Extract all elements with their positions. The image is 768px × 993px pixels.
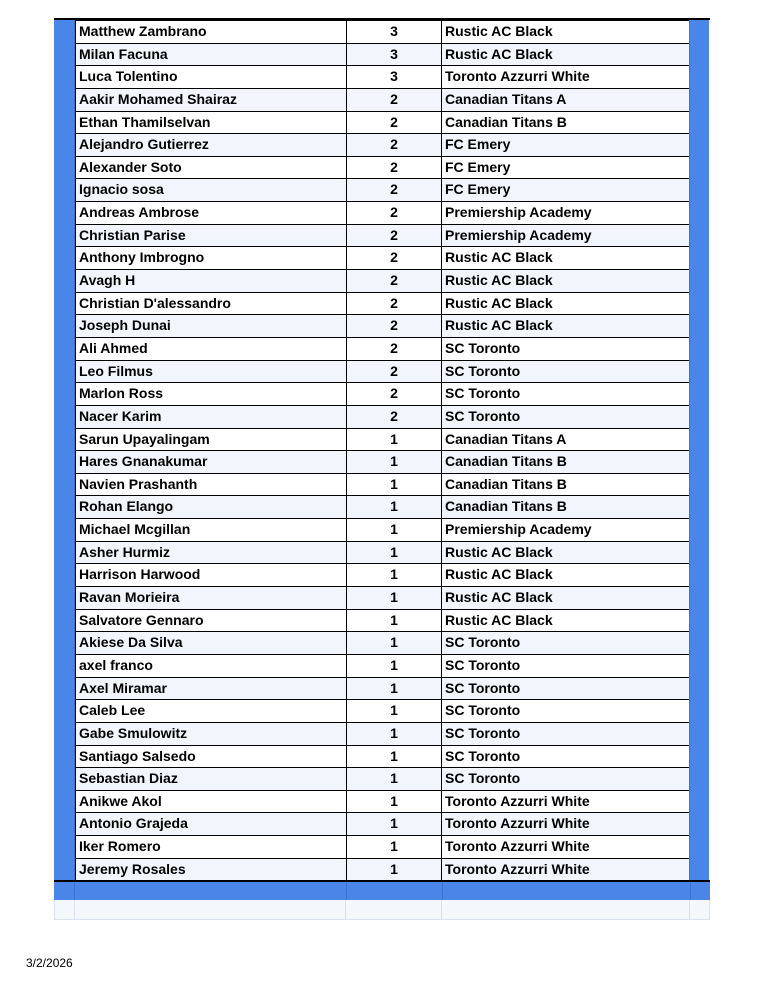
row-edge-right: [689, 790, 709, 813]
row-edge-left: [54, 586, 75, 609]
table-row: [54, 20, 710, 43]
goals-cell: 2: [346, 178, 442, 202]
table-row: [54, 65, 710, 88]
table-row: [54, 473, 710, 496]
team-cell: Rustic AC Black: [441, 563, 690, 587]
row-edge-right: [689, 43, 709, 66]
goals-cell: 3: [346, 65, 442, 89]
row-edge-right: [689, 518, 709, 541]
row-edge-left: [54, 43, 75, 66]
player-name-cell: Harrison Harwood: [75, 563, 347, 587]
table-row: [54, 314, 710, 337]
row-edge-right: [689, 292, 709, 315]
row-edge-right: [689, 767, 709, 790]
table-row: [54, 88, 710, 111]
row-edge-right: [689, 337, 709, 360]
table-row: [54, 495, 710, 518]
team-cell: Rustic AC Black: [441, 20, 690, 44]
row-edge-left: [54, 88, 75, 111]
row-edge-left: [54, 518, 75, 541]
goals-cell: 2: [346, 133, 442, 157]
row-edge-left: [54, 450, 75, 473]
player-name-cell: Asher Hurmiz: [75, 541, 347, 565]
row-edge-left: [54, 654, 75, 677]
team-cell: SC Toronto: [441, 722, 690, 746]
goals-cell: 1: [346, 835, 442, 859]
team-cell: Toronto Azzurri White: [441, 835, 690, 859]
table-row: [54, 812, 710, 835]
player-name-cell: Axel Miramar: [75, 677, 347, 701]
row-edge-left: [54, 745, 75, 768]
goals-cell: 2: [346, 405, 442, 429]
player-name-cell: Hares Gnanakumar: [75, 450, 347, 474]
empty-row: [54, 900, 710, 920]
row-edge-left: [54, 269, 75, 292]
team-cell: Rustic AC Black: [441, 292, 690, 316]
table-row: [54, 654, 710, 677]
goals-cell: 1: [346, 790, 442, 814]
row-edge-right: [689, 563, 709, 586]
goals-cell: 2: [346, 111, 442, 135]
row-edge-left: [54, 767, 75, 790]
table-row: [54, 858, 710, 881]
team-cell: SC Toronto: [441, 767, 690, 791]
goals-cell: 2: [346, 360, 442, 384]
goals-cell: 2: [346, 269, 442, 293]
goals-cell: 2: [346, 337, 442, 361]
row-edge-right: [689, 858, 709, 881]
team-cell: Premiership Academy: [441, 224, 690, 248]
player-name-cell: Iker Romero: [75, 835, 347, 859]
player-name-cell: Alejandro Gutierrez: [75, 133, 347, 157]
player-name-cell: Milan Facuna: [75, 43, 347, 67]
table-row: [54, 111, 710, 134]
table-row: [54, 133, 710, 156]
row-edge-right: [689, 382, 709, 405]
team-cell: Rustic AC Black: [441, 609, 690, 633]
row-edge-right: [689, 631, 709, 654]
row-edge-right: [689, 224, 709, 247]
goals-cell: 2: [346, 201, 442, 225]
team-cell: Toronto Azzurri White: [441, 858, 690, 882]
table-row: [54, 450, 710, 473]
team-cell: Rustic AC Black: [441, 246, 690, 270]
table-footer-band: [54, 882, 710, 900]
row-edge-left: [54, 609, 75, 632]
goals-cell: 1: [346, 745, 442, 769]
table-row: [54, 677, 710, 700]
player-name-cell: Joseph Dunai: [75, 314, 347, 338]
player-name-cell: Salvatore Gennaro: [75, 609, 347, 633]
row-edge-left: [54, 65, 75, 88]
row-edge-left: [54, 790, 75, 813]
team-cell: Rustic AC Black: [441, 43, 690, 67]
player-name-cell: Avagh H: [75, 269, 347, 293]
team-cell: SC Toronto: [441, 699, 690, 723]
table-row: [54, 631, 710, 654]
table-row: [54, 292, 710, 315]
player-name-cell: axel franco: [75, 654, 347, 678]
goals-cell: 1: [346, 473, 442, 497]
team-cell: Toronto Azzurri White: [441, 790, 690, 814]
row-edge-left: [54, 156, 75, 179]
table-row: [54, 541, 710, 564]
row-edge-left: [54, 201, 75, 224]
row-edge-right: [689, 405, 709, 428]
print-date: 3/2/2026: [26, 956, 73, 970]
row-edge-right: [689, 495, 709, 518]
row-edge-right: [689, 314, 709, 337]
team-cell: Toronto Azzurri White: [441, 65, 690, 89]
row-edge-left: [54, 428, 75, 451]
goals-cell: 2: [346, 88, 442, 112]
row-edge-left: [54, 133, 75, 156]
row-edge-left: [54, 835, 75, 858]
row-edge-left: [54, 360, 75, 383]
goals-cell: 1: [346, 631, 442, 655]
player-name-cell: Christian D'alessandro: [75, 292, 347, 316]
table-row: [54, 201, 710, 224]
row-edge-right: [689, 473, 709, 496]
scorers-table: [54, 18, 710, 882]
player-name-cell: Ravan Morieira: [75, 586, 347, 610]
team-cell: Premiership Academy: [441, 201, 690, 225]
row-edge-left: [54, 541, 75, 564]
table-row: [54, 43, 710, 66]
row-edge-right: [689, 745, 709, 768]
row-edge-left: [54, 631, 75, 654]
team-cell: SC Toronto: [441, 360, 690, 384]
row-edge-right: [689, 65, 709, 88]
team-cell: Canadian Titans B: [441, 495, 690, 519]
goals-cell: 2: [346, 156, 442, 180]
team-cell: SC Toronto: [441, 745, 690, 769]
table-row: [54, 722, 710, 745]
team-cell: SC Toronto: [441, 382, 690, 406]
row-edge-right: [689, 812, 709, 835]
team-cell: Rustic AC Black: [441, 541, 690, 565]
team-cell: Canadian Titans B: [441, 111, 690, 135]
row-edge-left: [54, 858, 75, 881]
table-row: [54, 428, 710, 451]
row-edge-left: [54, 812, 75, 835]
team-cell: SC Toronto: [441, 337, 690, 361]
goals-cell: 3: [346, 20, 442, 44]
player-name-cell: Ali Ahmed: [75, 337, 347, 361]
table-row: [54, 405, 710, 428]
table-row: [54, 586, 710, 609]
row-edge-right: [689, 541, 709, 564]
goals-cell: 2: [346, 246, 442, 270]
player-name-cell: Alexander Soto: [75, 156, 347, 180]
row-edge-right: [689, 450, 709, 473]
team-cell: Rustic AC Black: [441, 586, 690, 610]
row-edge-left: [54, 314, 75, 337]
row-edge-left: [54, 246, 75, 269]
row-edge-left: [54, 337, 75, 360]
goals-cell: 1: [346, 495, 442, 519]
team-cell: Canadian Titans B: [441, 473, 690, 497]
player-name-cell: Christian Parise: [75, 224, 347, 248]
team-cell: FC Emery: [441, 156, 690, 180]
player-name-cell: Antonio Grajeda: [75, 812, 347, 836]
goals-cell: 1: [346, 677, 442, 701]
row-edge-right: [689, 88, 709, 111]
goals-cell: 2: [346, 292, 442, 316]
row-edge-left: [54, 405, 75, 428]
table-row: [54, 518, 710, 541]
team-cell: Rustic AC Black: [441, 269, 690, 293]
table-row: [54, 178, 710, 201]
team-cell: SC Toronto: [441, 631, 690, 655]
table-row: [54, 156, 710, 179]
player-name-cell: Anthony Imbrogno: [75, 246, 347, 270]
goals-cell: 1: [346, 812, 442, 836]
goals-cell: 1: [346, 699, 442, 723]
row-edge-right: [689, 677, 709, 700]
table-row: [54, 609, 710, 632]
player-name-cell: Ignacio sosa: [75, 178, 347, 202]
team-cell: Canadian Titans A: [441, 428, 690, 452]
goals-cell: 1: [346, 541, 442, 565]
team-cell: SC Toronto: [441, 654, 690, 678]
player-name-cell: Jeremy Rosales: [75, 858, 347, 882]
goals-cell: 3: [346, 43, 442, 67]
table-row: [54, 563, 710, 586]
goals-cell: 1: [346, 586, 442, 610]
team-cell: Toronto Azzurri White: [441, 812, 690, 836]
player-name-cell: Michael Mcgillan: [75, 518, 347, 542]
table-row: [54, 382, 710, 405]
goals-cell: 2: [346, 382, 442, 406]
row-edge-left: [54, 292, 75, 315]
player-name-cell: Matthew Zambrano: [75, 20, 347, 44]
row-edge-right: [689, 835, 709, 858]
row-edge-left: [54, 699, 75, 722]
row-edge-right: [689, 178, 709, 201]
row-edge-left: [54, 677, 75, 700]
goals-cell: 1: [346, 609, 442, 633]
table-row: [54, 699, 710, 722]
goals-cell: 1: [346, 722, 442, 746]
goals-cell: 1: [346, 858, 442, 882]
player-name-cell: Santiago Salsedo: [75, 745, 347, 769]
row-edge-right: [689, 722, 709, 745]
team-cell: Rustic AC Black: [441, 314, 690, 338]
goals-cell: 2: [346, 314, 442, 338]
player-name-cell: Anikwe Akol: [75, 790, 347, 814]
player-name-cell: Ethan Thamilselvan: [75, 111, 347, 135]
row-edge-right: [689, 111, 709, 134]
scorers-sheet: [54, 18, 710, 920]
player-name-cell: Akiese Da Silva: [75, 631, 347, 655]
player-name-cell: Sebastian Diaz: [75, 767, 347, 791]
team-cell: FC Emery: [441, 133, 690, 157]
row-edge-left: [54, 178, 75, 201]
table-row: [54, 767, 710, 790]
table-row: [54, 269, 710, 292]
player-name-cell: Luca Tolentino: [75, 65, 347, 89]
team-cell: Canadian Titans B: [441, 450, 690, 474]
row-edge-right: [689, 699, 709, 722]
team-cell: Canadian Titans A: [441, 88, 690, 112]
table-row: [54, 224, 710, 247]
player-name-cell: Aakir Mohamed Shairaz: [75, 88, 347, 112]
player-name-cell: Marlon Ross: [75, 382, 347, 406]
goals-cell: 1: [346, 563, 442, 587]
player-name-cell: Caleb Lee: [75, 699, 347, 723]
player-name-cell: Rohan Elango: [75, 495, 347, 519]
goals-cell: 1: [346, 518, 442, 542]
goals-cell: 2: [346, 224, 442, 248]
player-name-cell: Navien Prashanth: [75, 473, 347, 497]
goals-cell: 1: [346, 428, 442, 452]
goals-cell: 1: [346, 767, 442, 791]
row-edge-right: [689, 133, 709, 156]
player-name-cell: Andreas Ambrose: [75, 201, 347, 225]
table-row: [54, 360, 710, 383]
row-edge-right: [689, 654, 709, 677]
table-row: [54, 835, 710, 858]
player-name-cell: Gabe Smulowitz: [75, 722, 347, 746]
row-edge-left: [54, 20, 75, 43]
row-edge-left: [54, 224, 75, 247]
row-edge-right: [689, 269, 709, 292]
row-edge-right: [689, 428, 709, 451]
row-edge-right: [689, 201, 709, 224]
row-edge-right: [689, 20, 709, 43]
goals-cell: 1: [346, 654, 442, 678]
row-edge-right: [689, 586, 709, 609]
team-cell: SC Toronto: [441, 405, 690, 429]
row-edge-right: [689, 609, 709, 632]
row-edge-left: [54, 111, 75, 134]
goals-cell: 1: [346, 450, 442, 474]
team-cell: SC Toronto: [441, 677, 690, 701]
row-edge-right: [689, 246, 709, 269]
row-edge-right: [689, 156, 709, 179]
row-edge-left: [54, 563, 75, 586]
table-row: [54, 337, 710, 360]
player-name-cell: Sarun Upayalingam: [75, 428, 347, 452]
table-row: [54, 790, 710, 813]
row-edge-left: [54, 382, 75, 405]
row-edge-left: [54, 722, 75, 745]
player-name-cell: Nacer Karim: [75, 405, 347, 429]
row-edge-left: [54, 473, 75, 496]
table-row: [54, 246, 710, 269]
table-row: [54, 745, 710, 768]
row-edge-right: [689, 360, 709, 383]
team-cell: FC Emery: [441, 178, 690, 202]
row-edge-left: [54, 495, 75, 518]
player-name-cell: Leo Filmus: [75, 360, 347, 384]
team-cell: Premiership Academy: [441, 518, 690, 542]
